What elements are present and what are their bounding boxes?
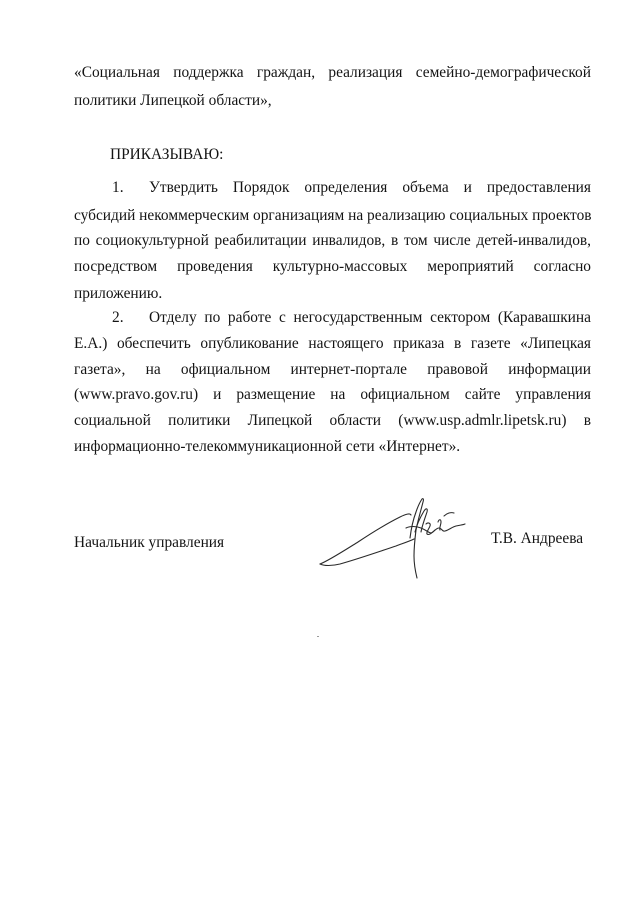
item-1-line: посредством проведения культурно-массовых мероприятий согласно bbox=[74, 258, 591, 275]
intro-line: «Социальная поддержка граждан, реализация семейно-демографической bbox=[74, 64, 591, 81]
order-heading: ПРИКАЗЫВАЮ: bbox=[110, 146, 224, 163]
item-1-first-line bbox=[112, 178, 591, 198]
intro-line: политики Липецкой области», bbox=[74, 92, 272, 109]
item-1-first-text: Утвердить Порядок определения объема и предоставления bbox=[149, 179, 591, 196]
handwritten-signature bbox=[318, 486, 468, 586]
item-2-first-text: Отделу по работе с негосударственным сектором (Каравашкина bbox=[149, 309, 591, 326]
item-1-line: приложению. bbox=[74, 285, 163, 302]
signer-name: Т.В. Андреева bbox=[491, 530, 584, 547]
item-2-line: газета», на официальном интернет-портале правовой информации bbox=[74, 361, 591, 378]
position-title: Начальник управления bbox=[74, 534, 225, 551]
item-2-line: Е.А.) обеспечить опубликование настоящего приказа в газете «Липецкая bbox=[74, 335, 591, 352]
item-2-line: (www.pravo.gov.ru) и размещение на официальном сайте управления bbox=[74, 386, 591, 403]
item-1-number: 1. bbox=[112, 179, 124, 196]
item-1-line: по социокультурной реабилитации инвалидов, в том числе детей-инвалидов, bbox=[74, 232, 591, 249]
scan-speck bbox=[317, 636, 319, 637]
item-2-first-line bbox=[112, 308, 591, 328]
item-2-number: 2. bbox=[112, 309, 124, 326]
item-1-line: субсидий некоммерческим организациям на реализацию социальных проектов bbox=[74, 207, 592, 224]
item-2-line: информационно-телекоммуникационной сети «Интернет». bbox=[74, 438, 461, 455]
item-2-line: социальной политики Липецкой области (www.usp.admlr.lipetsk.ru) в bbox=[74, 412, 591, 429]
